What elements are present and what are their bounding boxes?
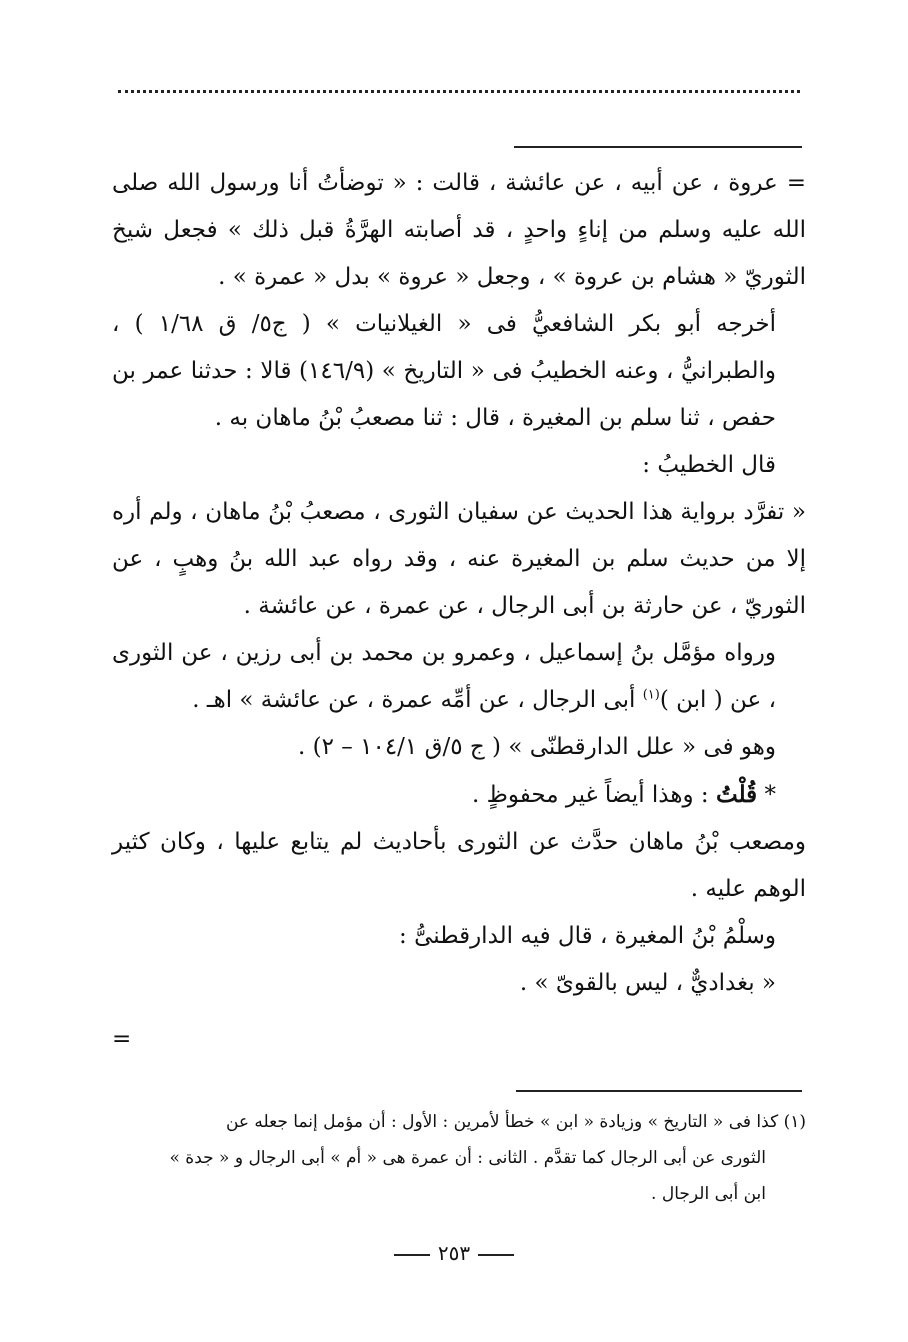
- paragraph-4: « تفرَّد برواية هذا الحديث عن سفيان الثورى ، مصعبُ بْنُ ماهان ، ولم أره إلا من حديث سلم بن المغيرة عنه ، وقد رواه عبد الله بنُ وهبٍ ، عن الثوريّ ، عن حارثة بن أبى الرجال ، عن عمرة ، عن عائشة .: [112, 499, 806, 619]
- star-marker: *: [757, 782, 776, 808]
- paragraph-8: ومصعب بْنُ ماهان حدَّث عن الثورى بأحاديث لم يتابع عليها ، وكان كثير الوهم عليه .: [112, 829, 806, 902]
- page-number-dash-right: [478, 1254, 514, 1256]
- paragraph-10: « بغداديٌّ ، ليس بالقوىّ » .: [519, 970, 776, 996]
- paragraph-7: [112, 771, 806, 819]
- paragraph-7-text: : وهذا أيضاً غير محفوظٍ .: [472, 782, 716, 808]
- paragraph-1: = عروة ، عن أبيه ، عن عائشة ، قالت : « توضأتُ أنا ورسول الله صلى الله عليه وسلم من إناءٍ واحدٍ ، قد أصابته الهرَّةُ قبل ذلك » فجعل شيخ الثوريّ « هشام بن عروة » ، وجعل « عروة » بدل « عمرة » .: [112, 170, 806, 290]
- footnote-line-1: (١) كذا فى « التاريخ » وزيادة « ابن » خطأ لأمرين : الأول : أن مؤمل إنما جعله عن: [225, 1112, 806, 1132]
- footnote: [112, 1104, 806, 1212]
- footnote-rule: [516, 1090, 802, 1092]
- main-text: [112, 160, 806, 1007]
- continuation-mark: =: [112, 1026, 132, 1052]
- qultu-label: قُلْتُ: [715, 781, 758, 808]
- footnote-line-2: الثورى عن أبى الرجال كما تقدَّم . الثانى : أن عمرة هى « أم » أبى الرجال و « جدة »: [169, 1148, 766, 1168]
- paragraph-5: [112, 630, 806, 724]
- paragraph-3: قال الخطيبُ :: [642, 452, 776, 478]
- paragraph-6: وهو فى « علل الدارقطنّى » ( ج ٥/ق ١٠٤/١ – ٢) .: [298, 734, 776, 760]
- dotted-separator: [118, 90, 800, 93]
- footnote-line-3: ابن أبى الرجال .: [651, 1184, 766, 1204]
- top-rule: [514, 146, 802, 148]
- page-number: [0, 1238, 908, 1268]
- paragraph-5-part-b: أبى الرجال ، عن أمِّه عمرة ، عن عائشة » اهـ .: [192, 687, 643, 713]
- paragraph-5-part-a: ورواه مؤمَّل بنُ إسماعيل ، وعمرو بن محمد بن أبى رزين ، عن الثورى ، عن ( ابن ): [112, 640, 776, 713]
- page-number-dash-left: [394, 1254, 430, 1256]
- paragraph-9: وسلْمُ بْنُ المغيرة ، قال فيه الدارقطنىُّ :: [399, 923, 776, 949]
- page-number-value: ٢٥٣: [437, 1241, 471, 1265]
- paragraph-2: أخرجه أبو بكر الشافعيُّ فى « الغيلانيات » ( ج٥/ ق ١/٦٨ ) ، والطبرانيُّ ، وعنه الخطيبُ فى « التاريخ » (١٤٦/٩) قالا : حدثنا عمر بن حفص ، ثنا سلم بن المغيرة ، قال : ثنا مصعبُ بْنُ ماهان به .: [112, 311, 776, 431]
- footnote-reference: (١): [642, 687, 660, 703]
